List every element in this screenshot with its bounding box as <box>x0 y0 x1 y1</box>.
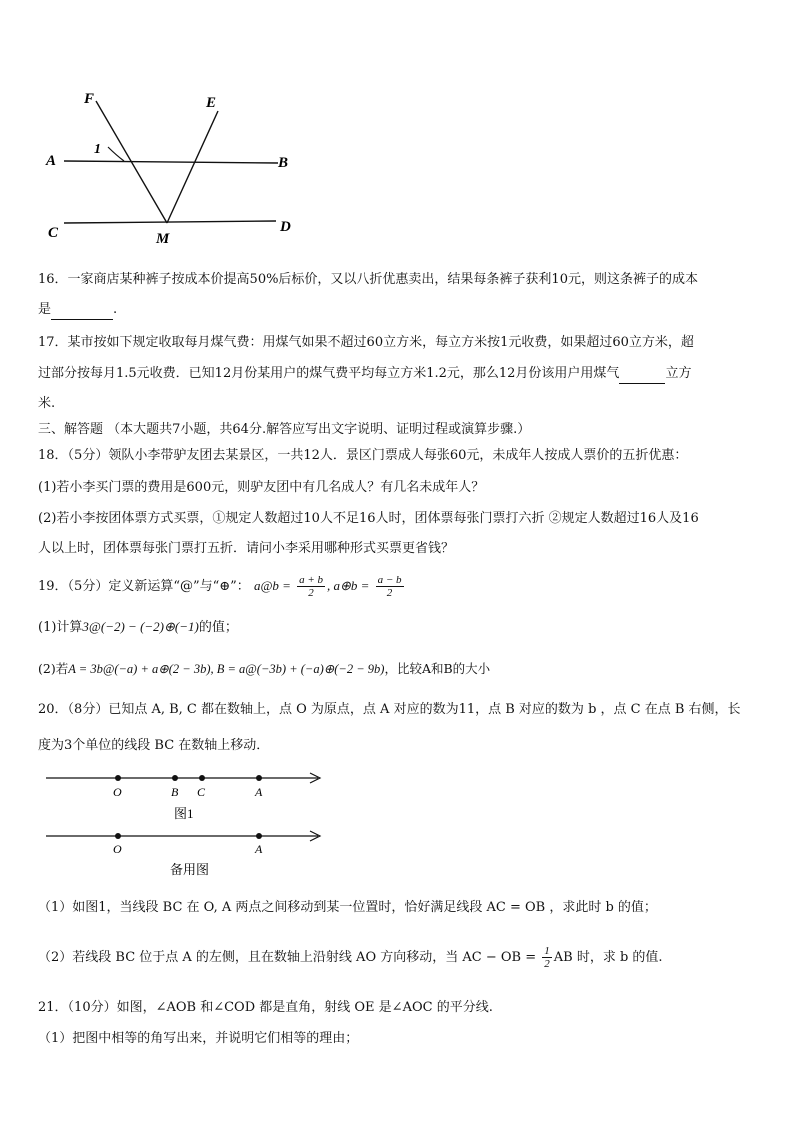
label-d: D <box>280 219 291 235</box>
fig1-caption: 图1 <box>174 806 194 821</box>
q16-line2-pre: 是 <box>38 302 52 317</box>
section-3-heading: 三、解答题 （本大题共7小题，共64分.解答应写出文字说明、证明过程或演算步骤.） <box>38 422 531 437</box>
angle-1-arc <box>108 147 124 161</box>
line-ab <box>64 161 278 163</box>
fig1-label-a: A <box>255 785 263 799</box>
q19-intro <box>38 572 762 601</box>
q16-line1: 16．一家商店某种裤子按成本价提高50%后标价，又以八折优惠卖出，结果每条裤子获利10元，则这条裤子的成本 <box>38 272 698 287</box>
q16-line2 <box>38 300 762 320</box>
q19-frac-2-num: a − b <box>377 574 402 586</box>
q19-part1-expr: 3@(−2) − (−2)⊕(−1) <box>82 619 199 634</box>
q19-frac-1-num: a + b <box>299 574 323 586</box>
q19-part1-post: 的值； <box>198 620 238 635</box>
fig1-point-b <box>172 775 178 781</box>
q18-part2-line2: 人以上时，团体票每张门票打五折．请问小李采用哪种形式买票更省钱？ <box>38 541 455 556</box>
q20-part2-post: AB 时，求 b 的值. <box>553 950 663 965</box>
q18-part1: (1)若小李买门票的费用是600元，则驴友团中有几名成人？有几名未成年人？ <box>38 480 485 495</box>
q18-part2-line1: (2)若小李按团体票方式买票，①规定人数超过10人不足16人时，团体票每张门票打六折 ②规定人数超过16人及16 <box>38 511 699 526</box>
q19-part1-pre: (1)计算 <box>38 620 83 635</box>
label-a: A <box>46 153 57 169</box>
q19-frac-1 <box>297 574 325 599</box>
q17-line1: 17．某市按如下规定收取每月煤气费：用煤气如果不超过60立方米，每立方米按1元收费，如果超过60立方米，超 <box>38 335 694 350</box>
fig1-point-c <box>199 775 205 781</box>
backup-point-o <box>115 833 121 839</box>
q19-def-sep: , a⊕b = <box>327 578 370 593</box>
label-c: C <box>48 225 59 241</box>
label-b: B <box>278 155 289 171</box>
q19-frac-1-den: 2 <box>308 587 314 599</box>
fig1-label-o: O <box>113 785 122 799</box>
q20-line2: 度为3个单位的线段 BC 在数轴上移动． <box>38 738 270 753</box>
q17-line2 <box>38 364 762 384</box>
q19-frac-2-den: 2 <box>386 587 393 599</box>
backup-label-a: A <box>255 842 263 856</box>
geometry-figure-top <box>40 85 310 255</box>
q21-part1: （1）把图中相等的角写出来，并说明它们相等的理由； <box>38 1031 359 1046</box>
q20-part2-frac <box>542 945 552 970</box>
label-f: F <box>84 91 95 107</box>
q16-answer-blank <box>51 305 113 320</box>
q16-line2-post: . <box>113 302 118 317</box>
q19-def-a: a@b = <box>253 578 291 593</box>
q17-line2-pre: 过部分按每月1.5元收费．已知12月份某用户的煤气费平均每立方米1.2元，那么12月份该用户用煤气 <box>38 366 620 381</box>
number-line-fig1 <box>40 766 330 822</box>
number-line-backup <box>40 826 330 878</box>
label-m: M <box>156 231 170 247</box>
q19-part2-post: ，比较A和B的大小 <box>384 661 491 676</box>
fig1-label-b: B <box>171 785 179 799</box>
q20-line1: 20．（8分）已知点 A, B, C 都在数轴上，点 O 为原点，点 A 对应的数为11，点 B 对应的数为 b ，点 C 在点 B 右侧，长 <box>38 702 741 717</box>
fig1-point-a <box>256 775 262 781</box>
q18-line1: 18．（5分）领队小李带驴友团去某景区，一共12人．景区门票成人每张60元，未成年人按成人票价的五折优惠： <box>38 448 688 463</box>
q20-part2-pre: （2）若线段 BC 位于点 A 的左侧，且在数轴上沿射线 AO 方向移动，当 AC − OB = <box>38 950 537 965</box>
q17-line3: 米. <box>38 396 56 411</box>
q19-intro-text: 19．（5分）定义新运算“@”与“⊕”： <box>38 579 250 594</box>
backup-point-a <box>256 833 262 839</box>
q20-part2-frac-den: 2 <box>544 958 550 970</box>
q20-part2-frac-num: 1 <box>544 945 550 957</box>
q17-answer-blank <box>619 369 665 384</box>
label-e: E <box>206 95 217 111</box>
q19-part2-pre: (2)若 <box>38 661 69 676</box>
q19-part2 <box>38 659 762 679</box>
q17-line2-post: 立方 <box>665 366 692 381</box>
fig1-label-c: C <box>197 785 206 799</box>
q19-part2-expr: A = 3b@(−a) + a⊕(2 − 3b), B = a@(−3b) + (−a)⊕(−2 − 9b) <box>68 662 385 676</box>
q20-part1: （1）如图1，当线段 BC 在 O, A 两点之间移动到某一位置时，恰好满足线段 AC = OB ，求此时 b 的值； <box>38 900 657 915</box>
q21-line1: 21．（10分）如图，∠AOB 和∠COD 都是直角，射线 OE 是∠AOC 的平分线. <box>38 1000 493 1015</box>
line-me <box>167 111 218 223</box>
backup-caption: 备用图 <box>170 862 210 877</box>
q19-part1 <box>38 617 762 638</box>
q19-frac-2 <box>376 574 404 599</box>
fig1-point-o <box>115 775 121 781</box>
label-angle-1: 1 <box>94 142 101 157</box>
backup-label-o: O <box>113 842 122 856</box>
line-cd <box>64 221 276 223</box>
q20-part2 <box>38 944 762 972</box>
